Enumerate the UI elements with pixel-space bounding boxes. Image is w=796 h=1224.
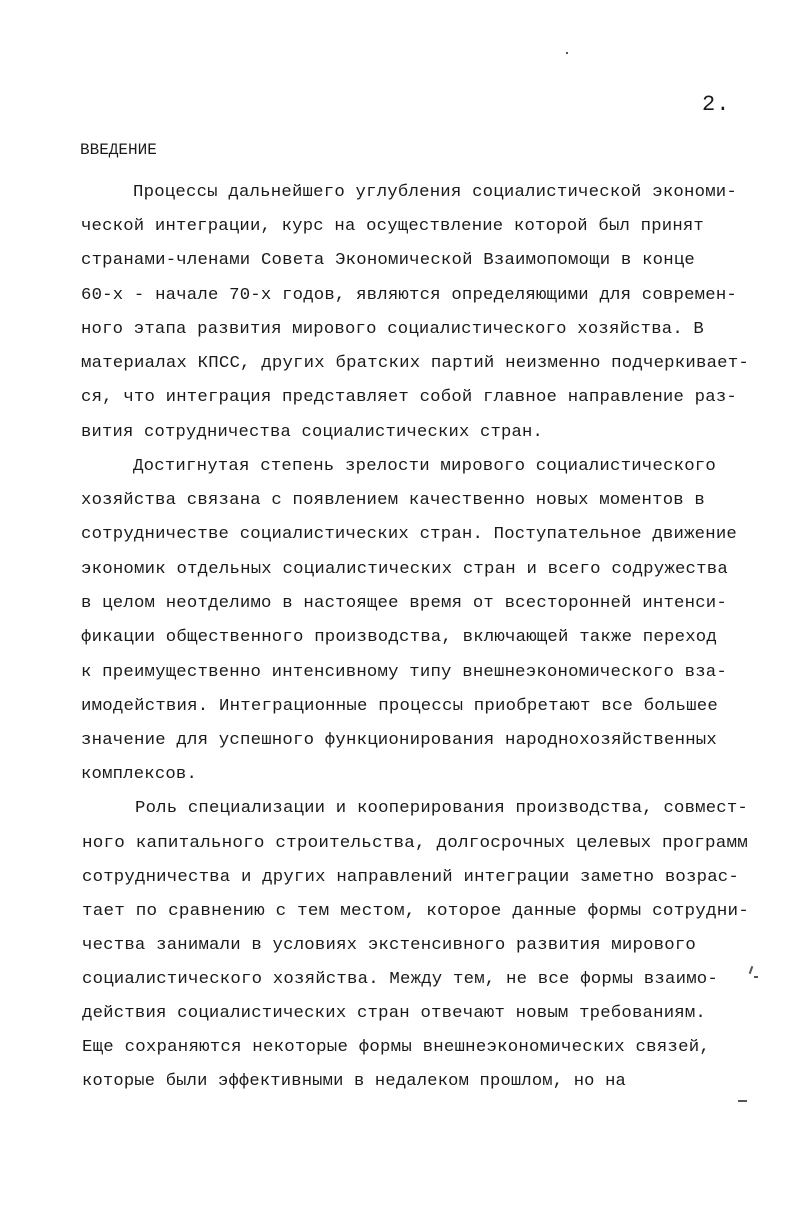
text-line: материалах КПСС, других братских партий неизменно подчеркивает- [81,354,749,373]
text-line: имодействия. Интеграционные процессы приобретают все большее [81,697,718,716]
text-line: значение для успешного функционирования народнохозяйственных [81,731,717,750]
text-line: чества занимали в условиях экстенсивного развития мирового [82,936,696,955]
text-line: Роль специализации и кооперирования производства, совмест- [135,799,748,818]
text-line: 60-х - начале 70-х годов, являются определяющими для современ- [81,286,737,305]
text-line: Процессы дальнейшего углубления социалистической экономи- [133,183,738,202]
text-line: хозяйства связана с появлением качественно новых моментов в [81,491,705,510]
section-heading: ВВЕДЕНИЕ [80,141,157,159]
scan-speck [566,52,568,54]
text-line: ческой интеграции, курс на осуществление которой был принят [81,217,704,236]
text-line: ного капитального строительства, долгосрочных целевых программ [82,834,748,853]
text-line: к преимущественно интенсивному типу внешнеэкономического вза- [81,663,727,682]
page-number: 2. [702,92,731,117]
text-line: экономик отдельных социалистических стран и всего содружества [81,560,729,579]
scan-speck [754,976,758,978]
text-line: сотрудничества и других направлений интеграции заметно возрас- [82,868,739,887]
text-line: тает по сравнению с тем местом, которое данные формы сотрудни- [82,902,749,921]
text-line: Еще сохраняются некоторые формы внешнеэкономических связей, [82,1038,710,1057]
text-line: сотрудничестве социалистических стран. Поступательное движение [81,525,737,544]
text-line: в целом неотделимо в настоящее время от всесторонней интенси- [81,594,727,613]
text-line: действия социалистических стран отвечают новым требованиям. [82,1004,706,1023]
text-line: комплексов. [81,765,197,784]
text-line: ся, что интеграция представляет собой главное направление раз- [81,388,737,407]
text-line: ного этапа развития мирового социалистического хозяйства. В [81,320,704,339]
scan-speck [749,966,754,974]
scan-speck [738,1100,747,1102]
text-line: социалистического хозяйства. Между тем, не все формы взаимо- [82,970,718,989]
text-line: фикации общественного производства, включающей также переход [81,628,717,647]
text-line: странами-членами Совета Экономической Взаимопомощи в конце [81,251,695,270]
text-line: Достигнутая степень зрелости мирового социалистического [133,457,716,476]
text-line: которые были эффективными в недалеком прошлом, но на [82,1072,626,1091]
text-line: вития сотрудничества социалистических стран. [81,423,543,442]
